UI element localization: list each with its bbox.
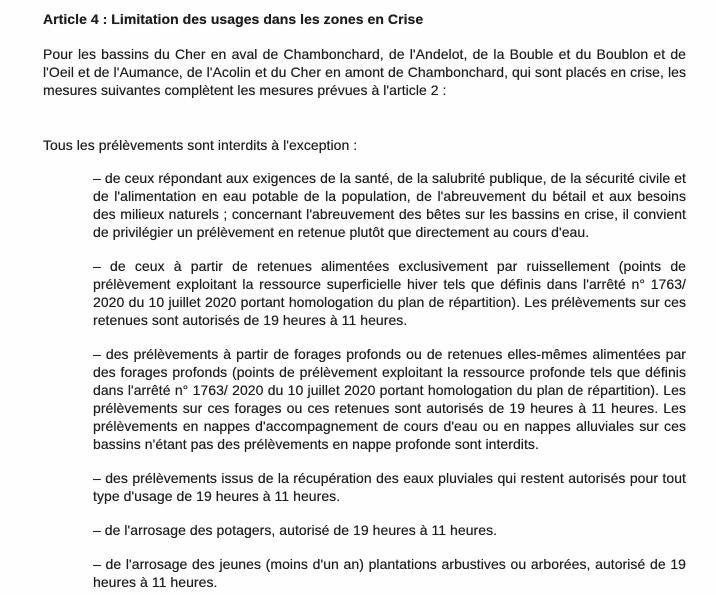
list-item-eaux-pluviales: – des prélèvements issus de la récupération des eaux pluviales qui restent autorisés pour tout type d'usage de 19 heures à 11 heures. [93,470,686,504]
list-item-retenues-ruissellement: – de ceux à partir de retenues alimentées exclusivement par ruissellement (points de prélèvement exploitant la ressource superficielle hiver tels que définis dans l'arrêté n° 1763/ 2020 du 10 juillet 2020 portant homologation du plan de répartition). Les prélèvements sur ces retenues sont autorisés de 19 heures à 11 heures. [93,258,686,328]
intro-paragraph: Pour les bassins du Cher en aval de Chambonchard, de l'Andelot, de la Bouble et du Boublon et de l'Oeil et de l'Aumance, de l'Acolin et du Cher en amont de Chambonchard, qui sont placés en crise, les mesures suivantes complètent les mesures prévues à l'article 2 : [43,46,686,98]
exceptions-list [43,169,686,591]
lead-sentence: Tous les prélèvements sont interdits à l'exception : [43,137,358,153]
list-item-arrosage-plantations: – de l'arrosage des jeunes (moins d'un an) plantations arbustives ou arborées, autorisé de 19 heures à 11 heures. [93,556,686,590]
list-item-sante-salubrite: – de ceux répondant aux exigences de la santé, de la salubrité publique, de la sécurité civile et de l'alimentation en eau potable de la population, de l'abreuvement du bétail et aux besoins des milieux naturels ; concernant l'abreuvement des bêtes sur les bassins en crise, il convient de privilégier un prélèvement en retenue plutôt que directement au cours d'eau. [93,170,686,240]
list-item-arrosage-potagers: – de l'arrosage des potagers, autorisé de 19 heures à 11 heures. [93,522,498,538]
list-item-forages-profonds: – des prélèvements à partir de forages profonds ou de retenues elles-mêmes alimentées par des forages profonds (points de prélèvement exploitant la ressource profonde tels que définis dans l'arrêté n° 1763/ 2020 du 10 juillet 2020 portant homologation du plan de répartition). Les prélèvements sur ces forages ou ces retenues sont autorisés de 19 heures à 11 heures. Les prélèvements en nappes d'accompagnement de cours d'eau ou en nappes alluviales sur ces bassins n'étant pas des prélèvements en nappe profonde sont interdits. [93,346,686,452]
article-title: Article 4 : Limitation des usages dans les zones en Crise [43,11,424,27]
